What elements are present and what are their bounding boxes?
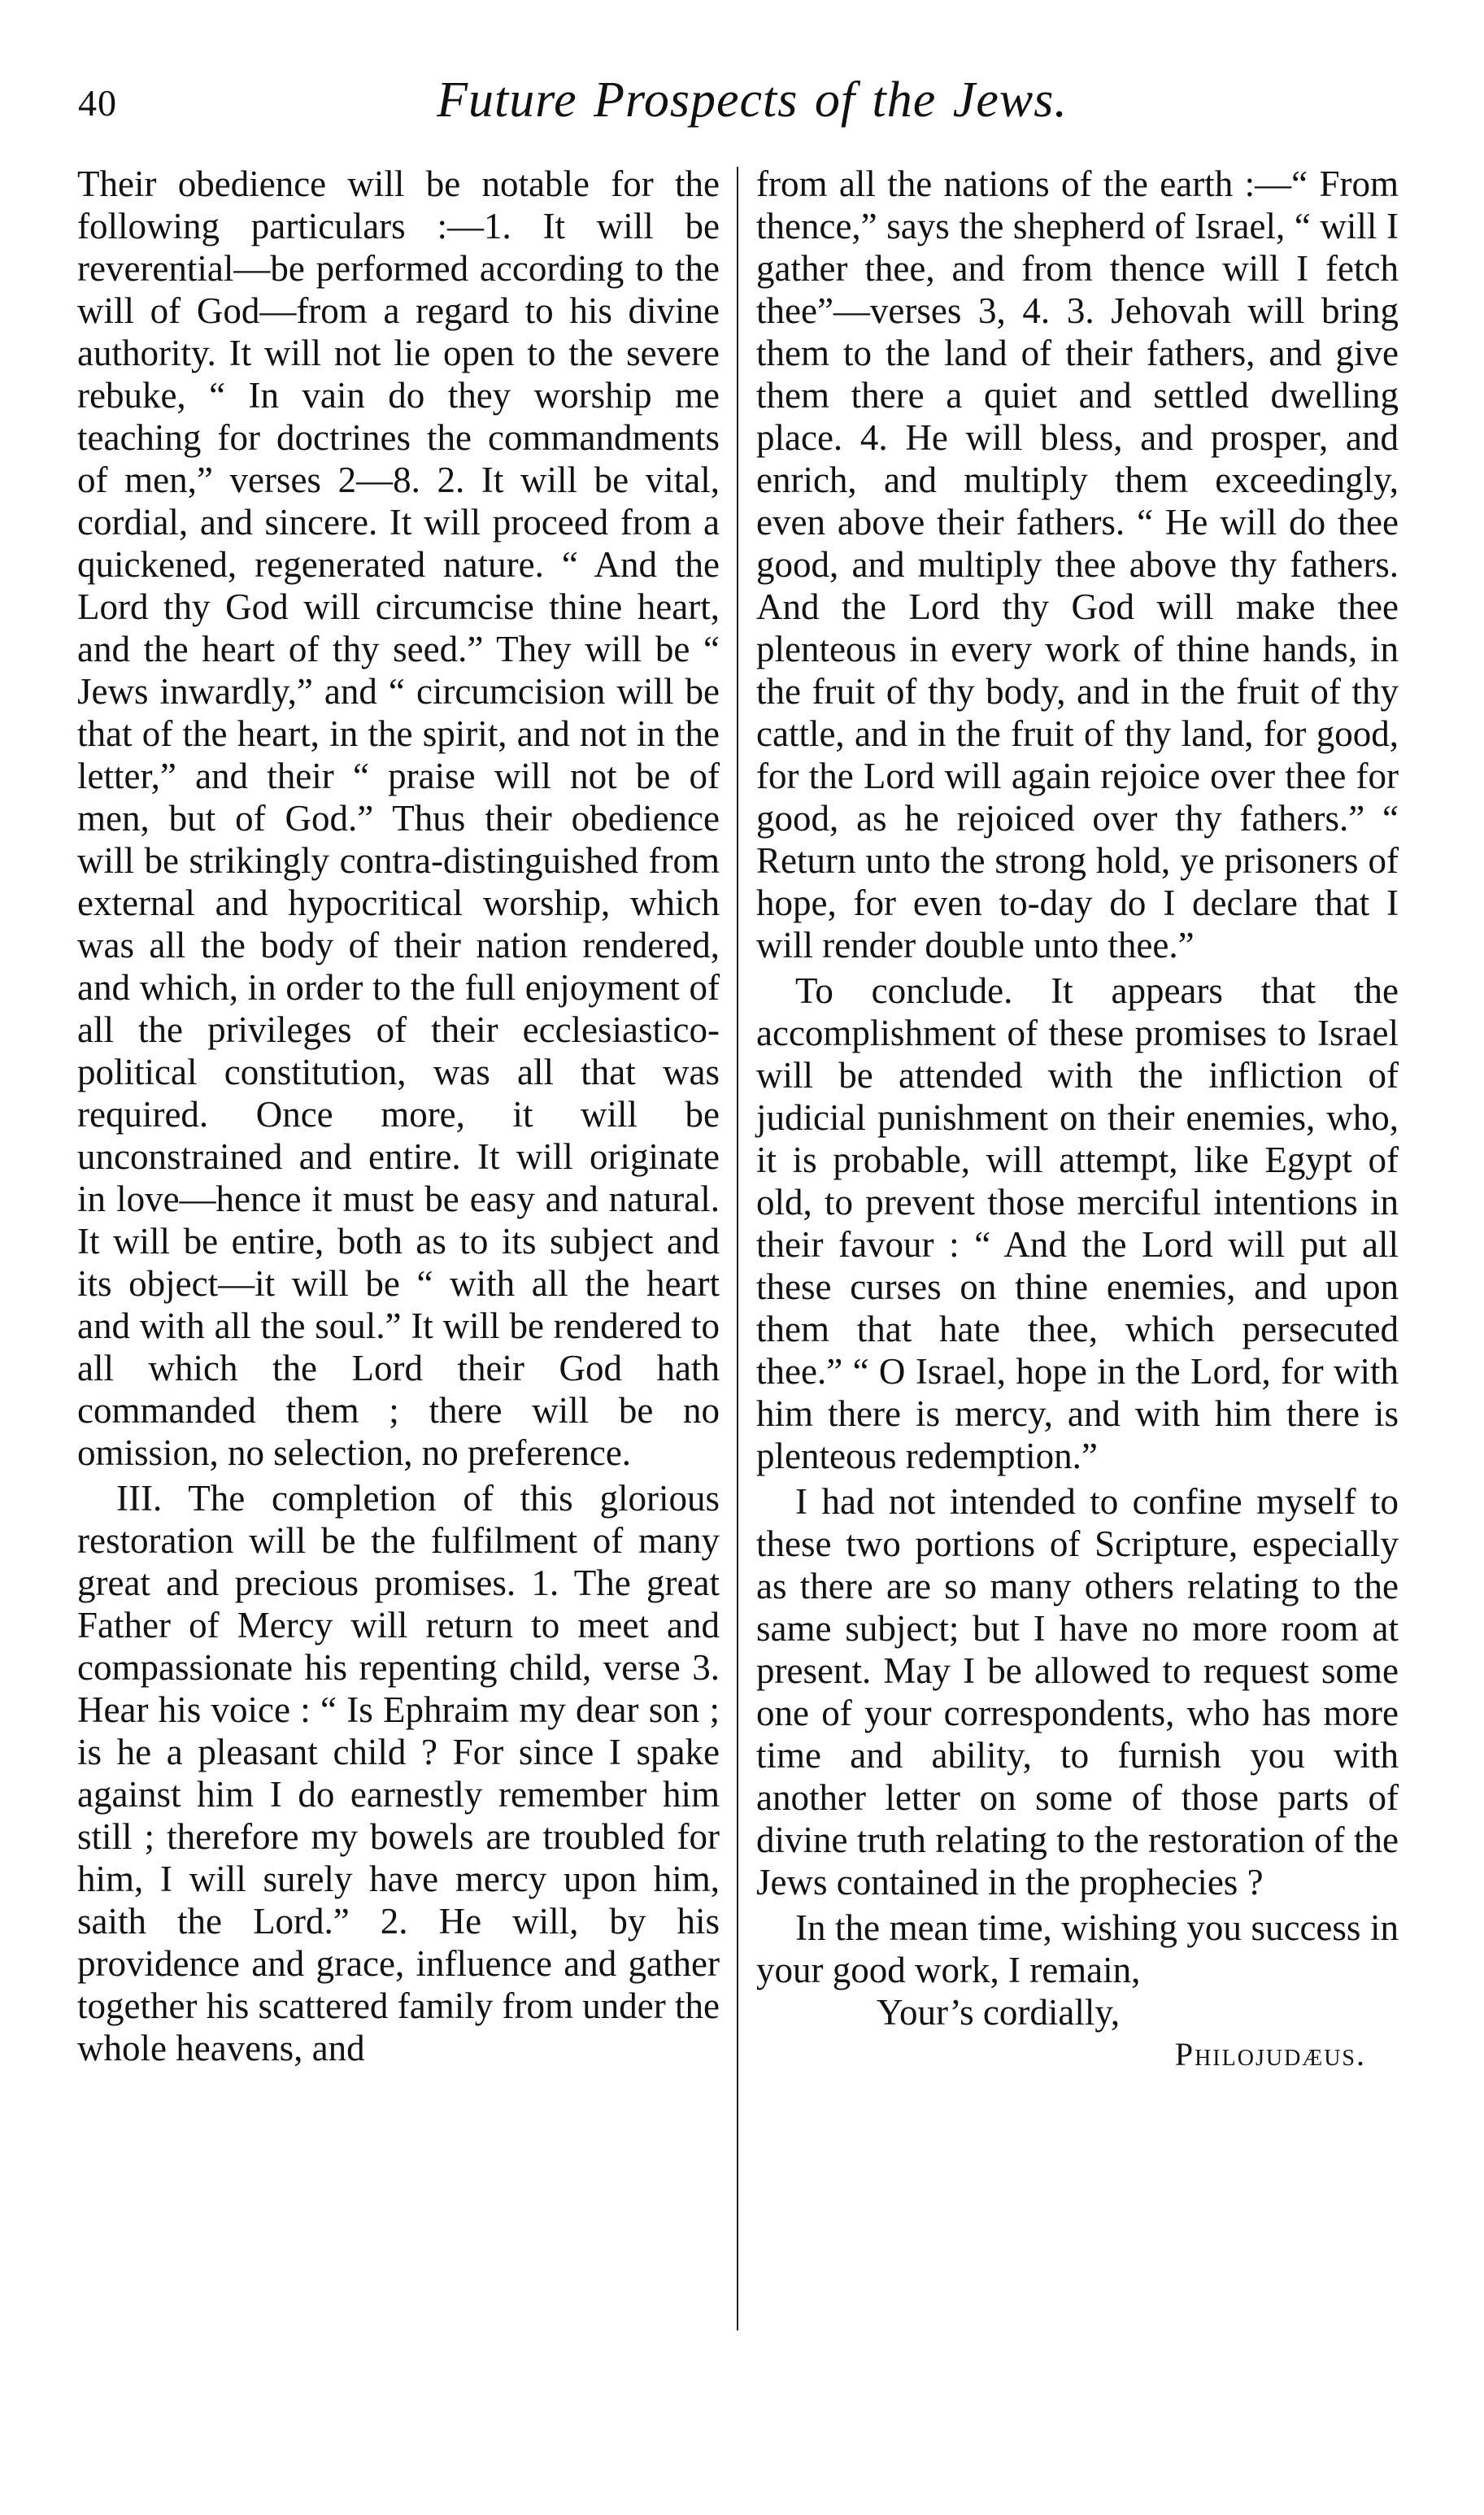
- right-paragraph-4: In the mean time, wishing you success in your good work, I remain,: [756, 1907, 1399, 1990]
- page-number: 40: [78, 82, 117, 124]
- closing-line: Your’s cordially,: [877, 1992, 1121, 2033]
- left-paragraph-1: Their obedience will be notable for the following particulars :—1. It will be reverential—be performed according to the will of God—from a regard to his divine authority. It will not lie open to the severe rebuke, “ In vain do they worship me teaching for doctrines the commandments of men,” verses 2—8. 2. It will be vital, cordial, and sincere. It will proceed from a quickened, regenerated nature. “ And the Lord thy God will circumcise thine heart, and the heart of thy seed.” They will be “ Jews inwardly,” and “ circumcision will be that of the heart, in the spirit, and not in the letter,” and their “ praise will not be of men, but of God.” Thus their obedience will be strikingly contra-distinguished from external and hypocritical worship, which was all the body of their nation rendered, and which, in order to the full enjoyment of all the privileges of their ecclesiastico-political constitution, was all that was required. Once more, it will be unconstrained and entire. It will originate in love—hence it must be easy and natural. It will be entire, both as to its subject and its object—it will be “ with all the heart and with all the soul.” It will be rendered to all which the Lord their God hath commanded them ; there will be no omission, no selection, no preference.: [77, 163, 720, 1473]
- right-paragraph-2: To conclude. It appears that the accomplishment of these promises to Israel will be attended with the infliction of judicial punishment on their enemies, who, it is probable, will attempt, like Egypt of old, to prevent those merciful intentions in their favour : “ And the Lord will put all these curses on thine enemies, and upon them that hate thee, which persecuted thee.” “ O Israel, hope in the Lord, for with him there is mercy, and with him there is plenteous redemption.”: [756, 970, 1399, 1476]
- signature: Philojudæus.: [1174, 2036, 1366, 2073]
- right-paragraph-1: from all the nations of the earth :—“ From thence,” says the shepherd of Israel, “ will I gather thee, and from thence will I fetch thee”—verses 3, 4. 3. Jehovah will bring them to the land of their fathers, and give them there a quiet and settled dwelling place. 4. He will bless, and prosper, and enrich, and multiply them exceedingly, even above their fathers. “ He will do thee good, and multiply thee above thy fathers. And the Lord thy God will make thee plenteous in every work of thine hands, in the fruit of thy body, and in the fruit of thy cattle, and in the fruit of thy land, for good, for the Lord will again rejoice over thee for good, as he rejoiced over thy fathers.” “ Return unto the strong hold, ye prisoners of hope, for even to-day do I declare that I will render double unto thee.”: [756, 163, 1399, 965]
- left-column: [77, 163, 720, 2069]
- column-divider: [737, 167, 738, 2330]
- right-paragraph-3: I had not intended to confine myself to these two portions of Scripture, especially as there are so many others relating to the same subject; but I have no more room at present. May I be allowed to request some one of your correspondents, who has more time and ability, to furnish you with another letter on some of those parts of divine truth relating to the restoration of the Jews contained in the prophecies ?: [756, 1481, 1399, 1903]
- right-column: [756, 163, 1399, 2076]
- running-title: Future Prospects of the Jews.: [437, 72, 1068, 128]
- left-paragraph-2: III. The completion of this glorious restoration will be the fulfilment of many great and precious promises. 1. The great Father of Mercy will return to meet and compassionate his repenting child, verse 3. Hear his voice : “ Is Ephraim my dear son ; is he a pleasant child ? For since I spake against him I do earnestly remember him still ; therefore my bowels are troubled for him, I will surely have mercy upon him, saith the Lord.” 2. He will, by his providence and grace, influence and gather together his scattered family from under the whole heavens, and: [77, 1478, 720, 2068]
